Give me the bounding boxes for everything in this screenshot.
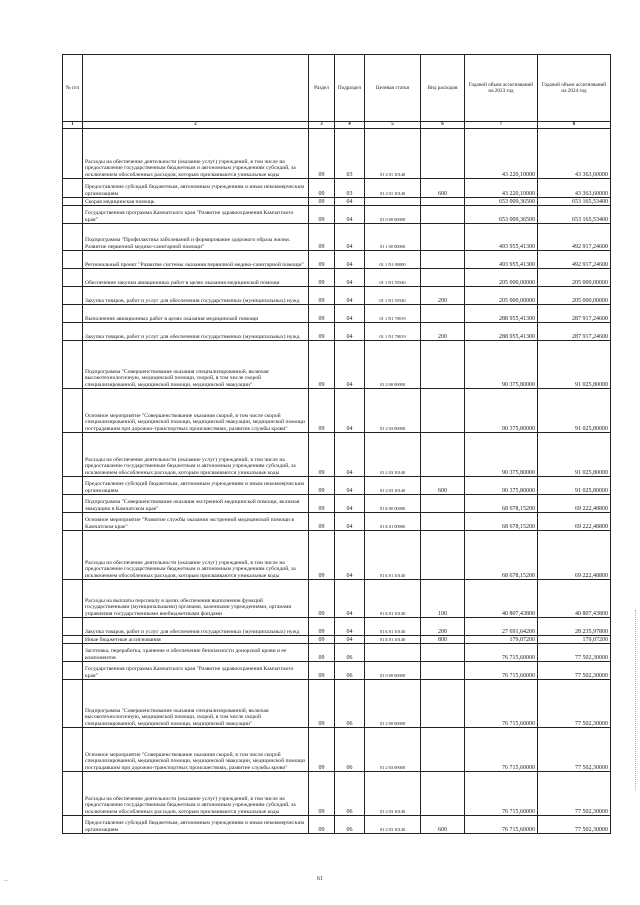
row-target-cell: 01 Б 01 10140 — [365, 531, 421, 580]
row-number-cell — [63, 495, 83, 513]
row-expense-type-cell — [421, 389, 465, 433]
row-subsection-cell: 04 — [335, 269, 365, 287]
row-number-cell — [63, 389, 83, 433]
row-section-cell: 09 — [309, 269, 335, 287]
row-number-cell — [63, 816, 83, 834]
row-name-cell: Расходы на обеспечение деятельности (оказание услуг) учреждений, в том числе на предоставление государственным бюджетным и автономным учреждениям субсидий, за исключением обособленных расходов, которым присваиваются уникальные коды — [83, 531, 309, 580]
row-amount-2024-cell: 179,07200 — [538, 636, 611, 644]
row-name-cell: Региональный проект "Развитие системы оказания первичной медико-санитарной помощи" — [83, 251, 309, 269]
table-row — [63, 513, 611, 531]
header-vol-2023: Годовой объем ассигнований на 2023 год — [465, 55, 538, 122]
row-section-cell: 09 — [309, 816, 335, 834]
row-amount-2023-cell: 90 375,80000 — [465, 341, 538, 389]
row-section-cell: 09 — [309, 179, 335, 198]
row-expense-type-cell — [421, 198, 465, 206]
row-section-cell: 09 — [309, 495, 335, 513]
row-target-cell: 01 2 01 10140 — [365, 179, 421, 198]
row-name-cell: Основное мероприятие "Развитие службы оказания экстренной медицинской помощи в Камчатском крае" — [83, 513, 309, 531]
table-row — [63, 644, 611, 662]
row-subsection-cell: 04 — [335, 433, 365, 477]
row-amount-2023-cell: 205 000,00000 — [465, 287, 538, 305]
row-amount-2024-cell: 91 025,80000 — [538, 433, 611, 477]
page-number: 61 — [317, 876, 323, 882]
row-section-cell: 09 — [309, 198, 335, 206]
row-number-cell — [63, 772, 83, 816]
row-number-cell — [63, 224, 83, 251]
row-name-cell: Государственная программа Камчатского края "Развитие здравоохранения Камчатского края" — [83, 206, 309, 224]
row-number-cell — [63, 323, 83, 341]
row-section-cell: 09 — [309, 206, 335, 224]
row-number-cell — [63, 305, 83, 323]
row-amount-2024-cell: 91 025,80000 — [538, 341, 611, 389]
row-amount-2024-cell: 77 502,30000 — [538, 772, 611, 816]
row-amount-2024-cell: 69 222,48800 — [538, 495, 611, 513]
column-number-row — [63, 122, 611, 129]
row-number-cell — [63, 636, 83, 644]
row-section-cell: 09 — [309, 728, 335, 772]
row-section-cell: 09 — [309, 287, 335, 305]
row-amount-2023-cell: 493 955,41300 — [465, 224, 538, 251]
row-subsection-cell: 06 — [335, 662, 365, 680]
row-number-cell — [63, 198, 83, 206]
row-target-cell: 01 2 03 10140 — [365, 816, 421, 834]
row-subsection-cell: 04 — [335, 618, 365, 636]
row-subsection-cell: 04 — [335, 636, 365, 644]
row-subsection-cell: 03 — [335, 129, 365, 179]
table-row — [63, 636, 611, 644]
row-name-cell: Предоставление субсидий бюджетным, автономным учреждениям и иным некоммерческим организациям — [83, 816, 309, 834]
row-amount-2024-cell: 653 165,53400 — [538, 206, 611, 224]
row-target-cell: 01 2 00 00000 — [365, 341, 421, 389]
row-name-cell: Скорая медицинская помощь — [83, 198, 309, 206]
table-row — [63, 251, 611, 269]
table-row — [63, 287, 611, 305]
row-amount-2023-cell: 68 678,15200 — [465, 513, 538, 531]
row-section-cell: 09 — [309, 531, 335, 580]
row-subsection-cell: 04 — [335, 305, 365, 323]
row-expense-type-cell — [421, 772, 465, 816]
table-row — [63, 269, 611, 287]
row-section-cell: 09 — [309, 662, 335, 680]
table-row — [63, 662, 611, 680]
row-number-cell — [63, 680, 83, 728]
row-expense-type-cell — [421, 305, 465, 323]
table-row — [63, 728, 611, 772]
table-row — [63, 224, 611, 251]
row-expense-type-cell: 100 — [421, 580, 465, 618]
row-target-cell: 01 Б 01 00000 — [365, 513, 421, 531]
row-target-cell: 01 Б 01 10140 — [365, 636, 421, 644]
col-number: 2 — [83, 122, 309, 129]
row-name-cell: Расходы на обеспечение деятельности (оказание услуг) учреждений, в том числе на предоставление государственным бюджетным и автономным учреждениям субсидий, за исключением обособленных расходов, которым присваиваются уникальные коды — [83, 129, 309, 179]
row-expense-type-cell: 200 — [421, 618, 465, 636]
row-target-cell: 01 2 03 00000 — [365, 728, 421, 772]
row-name-cell: Основное мероприятие "Совершенствование оказания скорой, в том числе скорой специализированной, медицинской помощи, медицинской эвакуации, медицинской помощи пострадавшим при дорожно-транспортных происшествиях, развитие службы крови" — [83, 728, 309, 772]
header-expense: Вид расходов — [421, 55, 465, 122]
row-amount-2024-cell: 77 502,30000 — [538, 728, 611, 772]
row-expense-type-cell — [421, 680, 465, 728]
row-section-cell: 09 — [309, 680, 335, 728]
table-row — [63, 618, 611, 636]
row-subsection-cell: 04 — [335, 224, 365, 251]
budget-table-sheet — [62, 54, 610, 834]
row-expense-type-cell — [421, 206, 465, 224]
row-subsection-cell: 04 — [335, 341, 365, 389]
table-row — [63, 816, 611, 834]
row-target-cell: 01 Б 00 00000 — [365, 495, 421, 513]
table-row — [63, 772, 611, 816]
row-amount-2024-cell: 492 917,24600 — [538, 251, 611, 269]
row-target-cell: 01 2 03 10140 — [365, 772, 421, 816]
row-section-cell: 09 — [309, 772, 335, 816]
row-subsection-cell: 03 — [335, 179, 365, 198]
row-name-cell: Подпрограмма "Совершенствование оказания экстренной медицинской помощи, включая эвакуацию в Камчатском крае" — [83, 495, 309, 513]
row-amount-2024-cell: 91 025,80000 — [538, 477, 611, 495]
row-subsection-cell: 04 — [335, 477, 365, 495]
row-number-cell — [63, 531, 83, 580]
header-vol-2024: Годовой объем ассигнований на 2024 год — [538, 55, 611, 122]
row-amount-2023-cell: 27 691,64200 — [465, 618, 538, 636]
row-amount-2024-cell: 43 363,60000 — [538, 129, 611, 179]
scan-edge-dots — [634, 610, 636, 790]
row-amount-2023-cell: 653 009,36500 — [465, 206, 538, 224]
row-amount-2023-cell: 76 715,60000 — [465, 680, 538, 728]
row-expense-type-cell — [421, 341, 465, 389]
row-subsection-cell: 06 — [335, 772, 365, 816]
row-section-cell: 09 — [309, 389, 335, 433]
row-amount-2023-cell: 68 678,15200 — [465, 495, 538, 513]
row-expense-type-cell — [421, 531, 465, 580]
row-subsection-cell: 06 — [335, 728, 365, 772]
row-expense-type-cell — [421, 433, 465, 477]
row-expense-type-cell: 600 — [421, 179, 465, 198]
row-expense-type-cell — [421, 662, 465, 680]
budget-table — [62, 54, 611, 834]
row-amount-2023-cell: 90 375,80000 — [465, 389, 538, 433]
col-number: 5 — [365, 122, 421, 129]
row-amount-2024-cell: 91 025,80000 — [538, 389, 611, 433]
row-amount-2024-cell: 205 000,00000 — [538, 287, 611, 305]
header-name — [83, 55, 309, 122]
row-name-cell: Расходы на выплаты персоналу в целях обеспечения выполнения функций государственными (муниципальными) органами, казенными учреждениями, органами управления государственными внебюджетными фондами — [83, 580, 309, 618]
row-name-cell: Подпрограмма "Совершенствование оказания специализированной, включая высокотехнологичную, медицинской помощи, скорой, в том числе скорой специализированной, медицинской помощи, медицинской эвакуации" — [83, 680, 309, 728]
row-amount-2023-cell: 493 955,41300 — [465, 251, 538, 269]
row-name-cell: Иные бюджетные ассигнования — [83, 636, 309, 644]
row-name-cell: Закупка товаров, работ и услуг для обеспечения государственных (муниципальных) нужд — [83, 618, 309, 636]
row-number-cell — [63, 662, 83, 680]
table-row — [63, 495, 611, 513]
row-target-cell: 01 1 N1 70019 — [365, 323, 421, 341]
row-number-cell — [63, 269, 83, 287]
table-row — [63, 323, 611, 341]
margin-mark: -- — [4, 878, 8, 884]
header-target: Целевая статья — [365, 55, 421, 122]
row-amount-2024-cell: 492 917,24600 — [538, 224, 611, 251]
row-subsection-cell: 04 — [335, 287, 365, 305]
row-section-cell: 09 — [309, 323, 335, 341]
row-amount-2023-cell: 76 715,60000 — [465, 816, 538, 834]
table-row — [63, 179, 611, 198]
row-amount-2024-cell: 653 165,53400 — [538, 198, 611, 206]
row-amount-2024-cell: 77 502,30000 — [538, 680, 611, 728]
col-number: 7 — [465, 122, 538, 129]
row-section-cell: 09 — [309, 224, 335, 251]
row-amount-2023-cell: 653 009,36500 — [465, 198, 538, 206]
row-subsection-cell: 04 — [335, 513, 365, 531]
row-amount-2024-cell: 77 502,30000 — [538, 644, 611, 662]
row-section-cell: 09 — [309, 433, 335, 477]
row-amount-2023-cell: 76 715,60000 — [465, 728, 538, 772]
row-subsection-cell: 04 — [335, 198, 365, 206]
row-section-cell: 09 — [309, 305, 335, 323]
row-subsection-cell: 04 — [335, 389, 365, 433]
table-header-row — [63, 55, 611, 122]
row-expense-type-cell — [421, 728, 465, 772]
row-name-cell: Предоставление субсидий бюджетным, автономным учреждениям и иным некоммерческим организациям — [83, 477, 309, 495]
row-target-cell: 01 2 03 00000 — [365, 389, 421, 433]
row-name-cell: Обеспечение закупки авиационных работ в целях оказания медицинской помощи — [83, 269, 309, 287]
row-number-cell — [63, 618, 83, 636]
table-row — [63, 531, 611, 580]
row-expense-type-cell — [421, 269, 465, 287]
row-subsection-cell: 04 — [335, 323, 365, 341]
col-number: 4 — [335, 122, 365, 129]
row-name-cell: Подпрограмма "Совершенствование оказания специализированной, включая высокотехнологичную, медицинской помощи, скорой, в том числе скорой специализированной, медицинской помощи, медицинской эвакуации" — [83, 341, 309, 389]
row-amount-2024-cell: 77 502,30000 — [538, 816, 611, 834]
row-section-cell: 09 — [309, 618, 335, 636]
row-name-cell: Закупка товаров, работ и услуг для обеспечения государственных (муниципальных) нужд — [83, 323, 309, 341]
row-subsection-cell: 04 — [335, 531, 365, 580]
row-name-cell: Подпрограмма "Профилактика заболеваний и формирование здорового образа жизни. Развитие первичной медико-санитарной помощи" — [83, 224, 309, 251]
row-expense-type-cell: 600 — [421, 816, 465, 834]
row-subsection-cell: 04 — [335, 206, 365, 224]
row-subsection-cell: 06 — [335, 644, 365, 662]
row-subsection-cell: 04 — [335, 580, 365, 618]
row-subsection-cell: 06 — [335, 816, 365, 834]
row-expense-type-cell: 600 — [421, 477, 465, 495]
row-section-cell: 09 — [309, 580, 335, 618]
row-section-cell: 09 — [309, 341, 335, 389]
row-subsection-cell: 04 — [335, 495, 365, 513]
row-name-cell: Заготовка, переработка, хранение и обеспечение безопасности донорской крови и ее компонентов — [83, 644, 309, 662]
row-amount-2024-cell: 77 502,30000 — [538, 662, 611, 680]
row-target-cell: 01 0 00 00000 — [365, 662, 421, 680]
row-amount-2024-cell: 69 222,48800 — [538, 531, 611, 580]
row-target-cell: 01 1 N1 70019 — [365, 305, 421, 323]
row-amount-2023-cell: 40 807,43800 — [465, 580, 538, 618]
row-amount-2024-cell: 287 917,24600 — [538, 323, 611, 341]
row-amount-2024-cell: 40 807,43800 — [538, 580, 611, 618]
row-number-cell — [63, 251, 83, 269]
row-name-cell: Основное мероприятие "Совершенствование оказания скорой, в том числе скорой специализированной, медицинской помощи, медицинской эвакуации, медицинской помощи пострадавшим при дорожно-транспортных происшествиях, развитие службы крови" — [83, 389, 309, 433]
row-target-cell: 01 0 00 00000 — [365, 206, 421, 224]
row-target-cell: 01 1 N1 55540 — [365, 287, 421, 305]
row-amount-2023-cell: 179,07200 — [465, 636, 538, 644]
row-amount-2023-cell: 43 220,10000 — [465, 179, 538, 198]
row-number-cell — [63, 728, 83, 772]
table-row — [63, 680, 611, 728]
table-row — [63, 198, 611, 206]
row-amount-2023-cell: 288 955,41300 — [465, 323, 538, 341]
col-number: 6 — [421, 122, 465, 129]
row-number-cell — [63, 433, 83, 477]
table-row — [63, 580, 611, 618]
row-name-cell: Предоставление субсидий бюджетным, автономным учреждениям и иным некоммерческим организациям — [83, 179, 309, 198]
col-number: 1 — [63, 122, 83, 129]
col-number: 8 — [538, 122, 611, 129]
row-amount-2023-cell: 90 375,80000 — [465, 433, 538, 477]
table-row — [63, 206, 611, 224]
row-amount-2023-cell: 288 955,41300 — [465, 305, 538, 323]
row-name-cell: Расходы на обеспечение деятельности (оказание услуг) учреждений, в том числе на предоставление государственным бюджетным и автономным учреждениям субсидий, за исключением обособленных расходов, которым присваиваются уникальные коды — [83, 772, 309, 816]
row-amount-2024-cell: 69 222,48800 — [538, 513, 611, 531]
row-amount-2024-cell: 28 235,97800 — [538, 618, 611, 636]
row-amount-2023-cell: 90 375,80000 — [465, 477, 538, 495]
row-target-cell: 01 1 00 00000 — [365, 224, 421, 251]
row-number-cell — [63, 179, 83, 198]
row-number-cell — [63, 129, 83, 179]
row-amount-2023-cell: 76 715,60000 — [465, 662, 538, 680]
row-target-cell — [365, 644, 421, 662]
row-section-cell: 09 — [309, 251, 335, 269]
row-expense-type-cell — [421, 495, 465, 513]
row-amount-2023-cell: 76 715,60000 — [465, 772, 538, 816]
table-row — [63, 341, 611, 389]
row-amount-2024-cell: 205 000,00000 — [538, 269, 611, 287]
row-target-cell: 01 Б 01 10140 — [365, 618, 421, 636]
header-nn: № п/п — [63, 55, 83, 122]
row-expense-type-cell — [421, 129, 465, 179]
col-number: 3 — [309, 122, 335, 129]
row-subsection-cell: 06 — [335, 680, 365, 728]
row-target-cell: 01 2 00 00000 — [365, 680, 421, 728]
row-name-cell: Закупка товаров, работ и услуг для обеспечения государственных (муниципальных) нужд — [83, 287, 309, 305]
row-name-cell: Расходы на обеспечение деятельности (оказание услуг) учреждений, в том числе на предоставление государственным бюджетным и автономным учреждениям субсидий, за исключением обособленных расходов, которым присваиваются уникальные коды — [83, 433, 309, 477]
row-target-cell: 01 Б 01 10140 — [365, 580, 421, 618]
row-target-cell — [365, 198, 421, 206]
row-amount-2023-cell: 68 678,15200 — [465, 531, 538, 580]
header-section: Раздел — [309, 55, 335, 122]
header-subsection: Подраздел — [335, 55, 365, 122]
row-expense-type-cell: 800 — [421, 636, 465, 644]
row-section-cell: 09 — [309, 129, 335, 179]
row-expense-type-cell — [421, 644, 465, 662]
row-number-cell — [63, 341, 83, 389]
row-target-cell: 01 1 N1 00000 — [365, 251, 421, 269]
row-number-cell — [63, 580, 83, 618]
row-target-cell: 01 2 03 10140 — [365, 433, 421, 477]
row-section-cell: 09 — [309, 636, 335, 644]
table-body — [63, 129, 611, 834]
row-expense-type-cell: 200 — [421, 323, 465, 341]
row-number-cell — [63, 477, 83, 495]
table-row — [63, 433, 611, 477]
row-expense-type-cell — [421, 251, 465, 269]
row-expense-type-cell: 200 — [421, 287, 465, 305]
row-expense-type-cell — [421, 513, 465, 531]
row-number-cell — [63, 206, 83, 224]
row-section-cell: 09 — [309, 513, 335, 531]
row-section-cell: 09 — [309, 477, 335, 495]
row-amount-2024-cell: 43 363,60000 — [538, 179, 611, 198]
row-target-cell: 01 2 01 10140 — [365, 129, 421, 179]
table-row — [63, 305, 611, 323]
row-subsection-cell: 04 — [335, 251, 365, 269]
row-target-cell: 01 2 03 10140 — [365, 477, 421, 495]
row-number-cell — [63, 513, 83, 531]
row-section-cell: 09 — [309, 644, 335, 662]
table-row — [63, 389, 611, 433]
row-name-cell: Государственная программа Камчатского края "Развитие здравоохранения Камчатского края" — [83, 662, 309, 680]
row-amount-2023-cell: 43 220,10000 — [465, 129, 538, 179]
row-amount-2024-cell: 287 917,24600 — [538, 305, 611, 323]
row-target-cell: 01 1 N1 55540 — [365, 269, 421, 287]
table-row — [63, 477, 611, 495]
row-name-cell: Выполнение авиационных работ в целях оказания медицинской помощи — [83, 305, 309, 323]
row-number-cell — [63, 287, 83, 305]
table-row — [63, 129, 611, 179]
row-amount-2023-cell: 205 000,00000 — [465, 269, 538, 287]
row-expense-type-cell — [421, 224, 465, 251]
row-amount-2023-cell: 76 715,60000 — [465, 644, 538, 662]
row-number-cell — [63, 644, 83, 662]
